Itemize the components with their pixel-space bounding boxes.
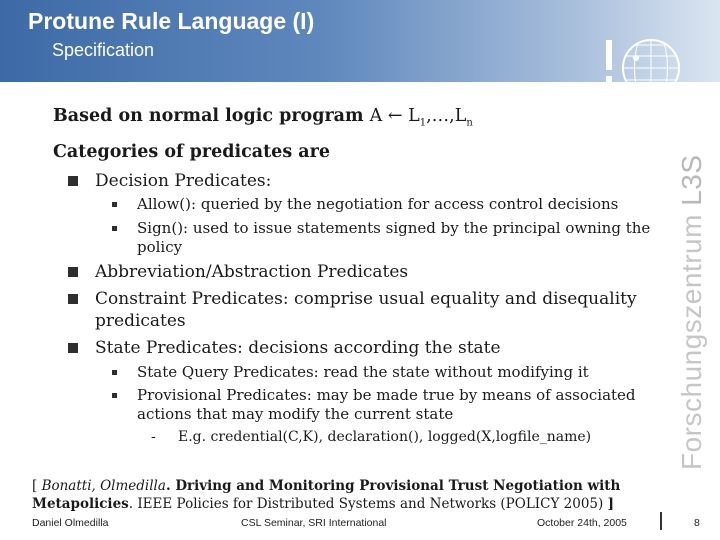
state-item-query: State Query Predicates: read the state without modifying it [137,363,589,381]
state-label: State Predicates: decisions according the state [95,338,501,358]
decision-item-sign: Sign(): used to issue statements signed by the principal owning the policy [137,219,651,256]
square-bullet-icon [68,343,78,353]
square-bullet-icon [68,294,78,304]
decision-item-allow: Allow(): queried by the negotiation for access control decisions [137,195,619,213]
side-label-l3s: L3S [676,154,707,206]
dash-bullet: - [151,429,156,445]
side-label-main: Forschungszentrum [676,214,707,470]
state-example: E.g. credential(C,K), declaration(), logged(X,logfile_name) [178,429,592,445]
page-number: 8 [694,517,700,529]
reference-title: . Driving and Monitoring Provisional Trust Negotiation with Metapolicies [32,478,621,512]
footer-event: CSL Seminar, SRI International [241,517,387,529]
footer-divider [660,512,662,530]
reference-venue: . IEEE Policies for Distributed Systems and Networks (POLICY 2005) [128,496,608,512]
footer-author: Daniel Olmedilla [32,517,109,529]
basis-label: Based on normal logic program [53,106,370,126]
footer-date: October 24th, 2005 [537,517,627,529]
reference-citation: [ Bonatti, Olmedilla. Driving and Monitoring Provisional Trust Negotiation with Metapolicies. IEEE Policies for Distributed Systems and Networks (POLICY 2005) ] [32,478,621,512]
small-square-bullet-icon [112,226,117,231]
categories-heading: Categories of predicates are [53,142,330,162]
state-item-provisional: Provisional Predicates: may be made true by means of associated actions that may modify the current state [137,386,636,423]
square-bullet-icon [68,176,78,186]
basis-line [53,106,473,129]
small-square-bullet-icon [112,370,117,375]
abbreviation-label: Abbreviation/Abstraction Predicates [95,262,409,282]
decision-label: Decision Predicates: [95,171,272,191]
square-bullet-icon [68,267,78,277]
basis-formula: A ← $L_1,\dots,L_n$ [369,106,473,129]
reference-authors: Bonatti, Olmedilla [41,478,166,494]
small-square-bullet-icon [112,393,117,398]
slide-subtitle: Specification [52,40,155,60]
slide-title: Protune Rule Language (I) [28,8,315,34]
constraint-label: Constraint Predicates: comprise usual equality and disequality predicates [95,289,637,331]
small-square-bullet-icon [112,202,117,207]
